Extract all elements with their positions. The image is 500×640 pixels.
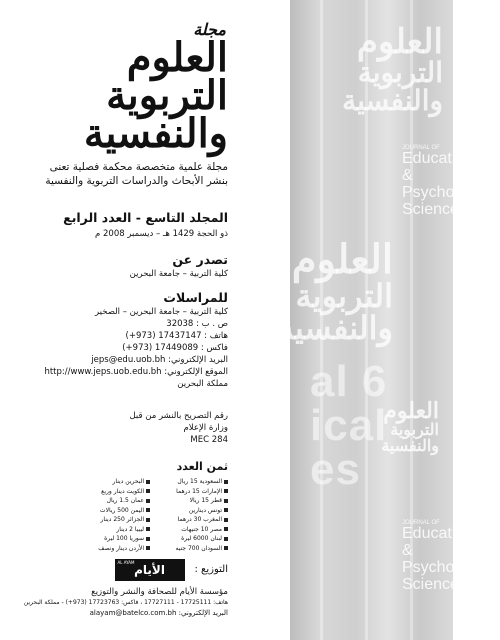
price-item: الأردن دينار ونصف xyxy=(76,545,150,554)
decorative-cover-strip xyxy=(277,0,500,640)
price-item: سوريا 100 ليرة xyxy=(76,535,150,544)
correspondence-details: كلية التربية – جامعة البحرين – الصخير ص . ب : 32038 هاتف : 17437147 (973+) فاكس : 17449089 (973+) البريد الإلكتروني: jeps@edu.uob.bh الموقع الإلكتروني: http://www.jeps.uob.edu.bh مملكة البحرين xyxy=(44,307,228,389)
price-item: ليبيا 2 دينار xyxy=(76,526,150,535)
license-info: رقم التصريح بالنشر من قبل وزارة الإعلام MEC 284 xyxy=(129,411,228,445)
volume-heading: المجلد التاسع - العدد الرابع xyxy=(63,210,228,225)
ghost-english-big-text: al 6 ical es xyxy=(310,357,388,494)
distributor-name: مؤسسة الأيام للصحافة والنشر والتوزيع xyxy=(91,587,228,597)
email-link[interactable]: البريد الإلكتروني: jeps@edu.uob.bh xyxy=(91,355,228,365)
distributor-contact: هاتف: 17725111 - 17727111 ، فاكس: 17723763 (973+) - مملكة البحرين xyxy=(23,599,228,606)
price-item: الإمارات 15 درهما xyxy=(154,488,228,497)
price-item: المغرب 30 درهما xyxy=(154,516,228,525)
alayam-logo: AL AYAM الأيام xyxy=(115,559,185,581)
price-item: السعودية 15 ريال xyxy=(154,478,228,487)
publisher-name: كلية التربية – جامعة البحرين xyxy=(129,269,228,279)
ghost-arabic-title-top: العلوم التربوية والنفسية xyxy=(342,22,443,117)
correspondence-heading: للمراسلات xyxy=(163,290,228,305)
website-link[interactable]: الموقع الإلكتروني: http://www.jeps.uob.edu.bh xyxy=(44,367,228,377)
title-line-1: العلوم xyxy=(126,34,228,81)
distributor-info xyxy=(24,586,228,619)
price-item: الجزائر 250 دينار xyxy=(76,516,150,525)
journal-description: مجلة علمية متخصصة محكمة فصلية تعنى بنشر الأبحاث والدراسات التربوية والنفسية xyxy=(45,161,228,187)
issue-date: ذو الحجة 1429 هـ – ديسمبر 2008 م xyxy=(95,229,228,239)
price-item: تونس دينارين xyxy=(154,507,228,516)
price-item: البحرين دينار xyxy=(76,478,150,487)
price-item: الكويت دينار وربع xyxy=(76,488,150,497)
distribution-label: التوزيع : xyxy=(194,564,228,575)
ghost-arabic-title-mid: العلوم التربوية والنفسية xyxy=(277,236,393,347)
price-heading: ثمن العدد xyxy=(176,460,228,473)
ghost-english-title-top: JOURNAL OF Educational & Psychological Sciences xyxy=(402,145,500,218)
title-line-2: التربوية xyxy=(106,72,228,119)
title-prefix: مجلة xyxy=(193,20,226,39)
price-item: السودان 700 جنيه xyxy=(154,545,228,554)
price-item: لبنان 6000 ليرة xyxy=(154,535,228,544)
title-line-3: والنفسية xyxy=(83,110,228,157)
price-item: اليمن 500 ريالات xyxy=(76,507,150,516)
price-list xyxy=(0,478,228,553)
distributor-email[interactable]: البريد الإلكتروني: alayam@batelco.com.bh xyxy=(89,609,228,617)
price-item: مصر 10 جنيهات xyxy=(154,526,228,535)
ghost-english-title-bottom: JOURNAL OF Educational & Psychological Sciences xyxy=(402,520,500,593)
price-item: عمان 1.5 ريال xyxy=(76,497,150,506)
journal-title xyxy=(83,20,228,157)
publisher-heading: تصدر عن xyxy=(172,252,228,267)
distribution-row xyxy=(115,559,229,581)
ghost-arabic-title-low: العلوم التربوية والنفسية xyxy=(381,398,439,455)
price-item: قطر 15 ريالا xyxy=(154,497,228,506)
